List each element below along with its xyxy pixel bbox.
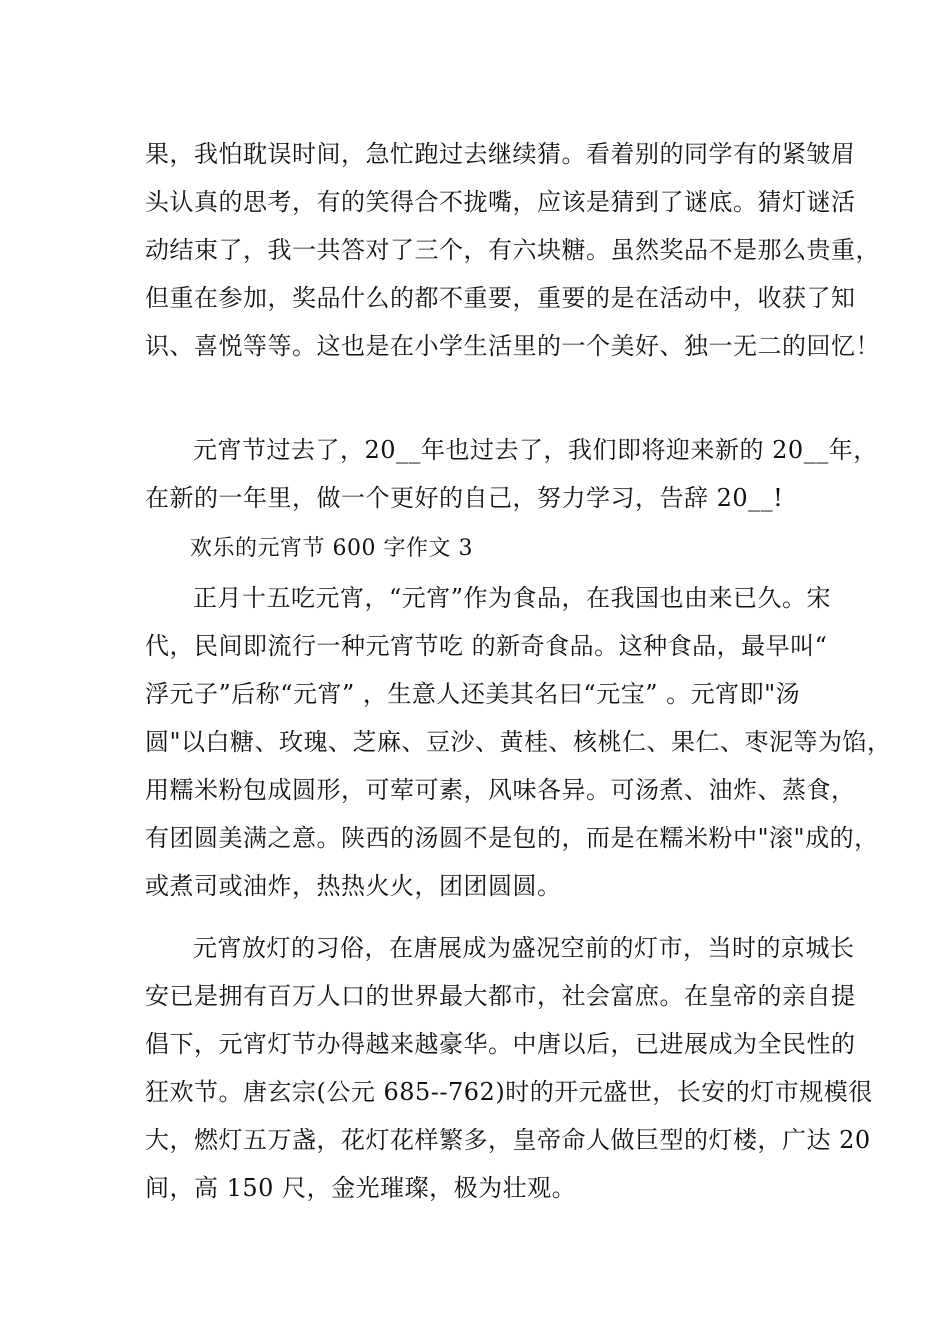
paragraph-line: 在新的一年里，做一个更好的自己，努力学习，告辞 20__! [145, 484, 784, 512]
paragraph-line: 安已是拥有百万人口的世界最大都市，社会富庶。在皇帝的亲自提 [145, 982, 856, 1010]
paragraph-line: 用糯米粉包成圆形，可荤可素，风味各异。可汤煮、油炸、蒸食， [145, 776, 856, 804]
section-title: 欢乐的元宵节 600 字作文 3 [190, 536, 473, 561]
paragraph-line: 有团圆美满之意。陕西的汤圆不是包的，而是在糯米粉中"滚"成的， [145, 824, 879, 852]
paragraph-line: 但重在参加，奖品什么的都不重要，重要的是在活动中，收获了知 [145, 284, 856, 312]
paragraph-line: 狂欢节。唐玄宗(公元 685--762)时的开元盛世，长安的灯市规模很 [145, 1078, 873, 1106]
paragraph-line: 或煮司或油炸，热热火火，团团圆圆。 [145, 872, 562, 900]
paragraph-line: 果，我怕耽误时间，急忙跑过去继续猜。看着别的同学有的紧皱眉 [145, 140, 856, 168]
paragraph-line: 头认真的思考，有的笑得合不拢嘴，应该是猜到了谜底。猜灯谜活 [145, 188, 856, 216]
paragraph-line: 圆"以白糖、玫瑰、芝麻、豆沙、黄桂、核桃仁、果仁、枣泥等为馅， [145, 728, 892, 756]
paragraph-line: 倡下，元宵灯节办得越来越豪华。中唐以后，已进展成为全民性的 [145, 1030, 856, 1058]
paragraph-line: 大，燃灯五万盏，花灯花样繁多，皇帝命人做巨型的灯楼，广达 20 [145, 1126, 871, 1154]
paragraph-line: 识、喜悦等等。这也是在小学生活里的一个美好、独一无二的回忆！ [145, 332, 880, 360]
paragraph-line: 代，民间即流行一种元宵节吃 的新奇食品。这种食品，最早叫“ [145, 632, 828, 660]
paragraph-line: 元宵放灯的习俗，在唐展成为盛况空前的灯市，当时的京城长 [193, 934, 855, 962]
paragraph-line: 浮元子”后称“元宵” ，生意人还美其名曰“元宝” 。元宵即"汤 [145, 680, 801, 708]
paragraph-line: 正月十五吃元宵，“元宵”作为食品，在我国也由来已久。宋 [193, 584, 832, 612]
paragraph-line: 元宵节过去了，20__年也过去了，我们即将迎来新的 20__年， [193, 436, 878, 464]
paragraph-line: 动结束了，我一共答对了三个，有六块糖。虽然奖品不是那么贵重， [145, 236, 880, 264]
paragraph-line: 间，高 150 尺，金光璀璨，极为壮观。 [145, 1174, 577, 1202]
